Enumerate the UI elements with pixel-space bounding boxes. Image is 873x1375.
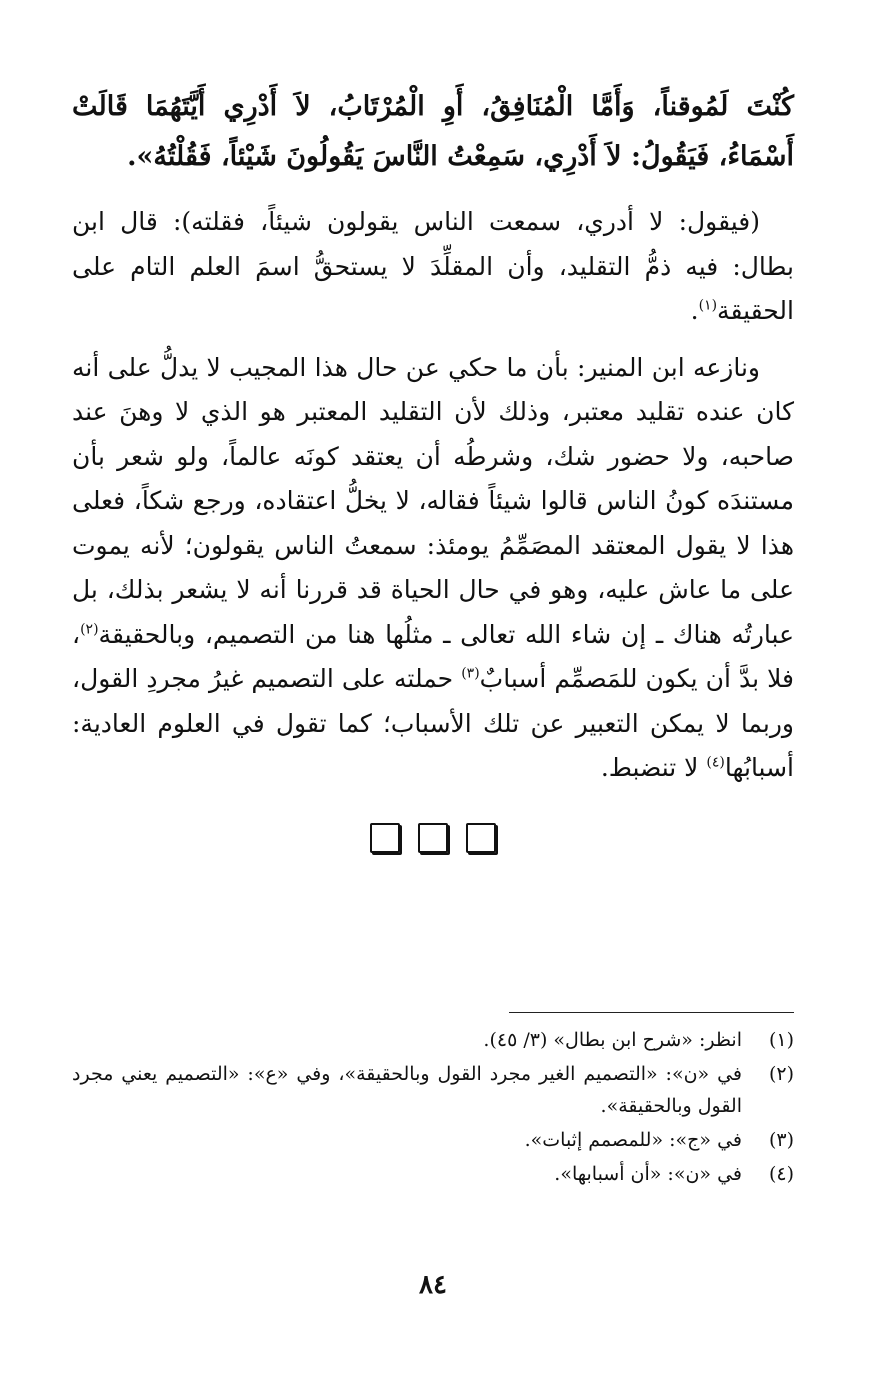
commentary-text: ، فلا بدَّ أن يكون للمَصمِّم أسبابٌ xyxy=(72,619,794,693)
footnote-item xyxy=(72,1158,794,1190)
footnote-ref-3[interactable]: (٣) xyxy=(461,665,480,682)
footnote-item xyxy=(72,1024,794,1056)
footnote-text: في «ج»: «للمصمم إثبات». xyxy=(524,1129,742,1151)
footnote-item xyxy=(72,1058,794,1122)
commentary-text: (فيقول: لا أدري، سمعت الناس يقولون شيئاً، فقلته): قال ابن بطال: فيه ذمُّ التقليد، وأن المقلِّدَ لا يستحقُّ اسمَ العلم التام على الحقيقة xyxy=(72,207,794,325)
footnote-item xyxy=(72,1124,794,1156)
book-page xyxy=(72,82,794,1352)
commentary-text: . xyxy=(690,296,699,325)
footnote-text: في «ن»: «أن أسبابها». xyxy=(554,1163,742,1185)
commentary-paragraph-2 xyxy=(72,346,794,791)
footnote-ref-2[interactable]: (٢) xyxy=(80,621,99,638)
page-number: ٨٤ xyxy=(419,1270,447,1300)
separator-square-icon xyxy=(466,823,496,853)
footnote-ref-4[interactable]: (٤) xyxy=(706,754,725,771)
footnote-number: (٤) xyxy=(768,1163,794,1185)
footnote-text: في «ن»: «التصميم الغير مجرد القول وبالحقيقة»، وفي «ع»: «التصميم يعني مجرد القول وبالحقيقة». xyxy=(72,1063,742,1117)
separator-square-icon xyxy=(370,823,400,853)
footnote-ref-1[interactable]: (١) xyxy=(698,297,718,314)
footnote-divider xyxy=(509,1012,794,1013)
commentary-paragraph-1 xyxy=(72,200,794,334)
commentary-text: حملته على التصميم غيرُ مجردِ القول، وربما لا يمكن التعبير عن تلك الأسباب؛ كما تقول في العلوم العادية: أسبابُها xyxy=(72,664,794,782)
footnote-text: انظر: «شرح ابن بطال» (٣/ ٤٥). xyxy=(483,1029,742,1051)
section-separator xyxy=(72,823,794,857)
footnotes xyxy=(72,1024,794,1192)
footnote-number: (٢) xyxy=(768,1063,794,1085)
separator-square-icon xyxy=(418,823,448,853)
hadith-text: كُنْتَ لَمُوقناً، وَأَمَّا الْمُنَافِقُ، أَوِ الْمُرْتَابُ، لاَ أَدْرِي أَيَّتَهُمَا قَالَتْ أَسْمَاءُ، فَيَقُولُ: لاَ أَدْرِي، سَمِعْتُ النَّاسَ يَقُولُونَ شَيْئاً، فَقُلْتُهُ». xyxy=(72,91,794,172)
footnote-number: (٣) xyxy=(768,1129,794,1151)
commentary-text: لا تنضبط. xyxy=(600,753,707,782)
commentary-text: ونازعه ابن المنير: بأن ما حكي عن حال هذا المجيب لا يدلُّ على أنه كان عنده تقليد معتبر، وذلك لأن التقليد المعتبر هو الذي لا وهنَ عند صاحبه، ولا حضور شك، وشرطُه أن يعتقد كونَه عالماً، ولو شعر بأن مستندَه كونُ الناس قالوا شيئاً فقاله، لا يخلُّ اعتقاده، ورجع شكاً، فعلى هذا لا يقول المعتقد المصَمِّمُ يومئذ: سمعتُ الناس يقولون؛ لأنه يموت على ما عاش عليه، وهو في حال الحياة قد قررنا أنه لا يشعر بذلك، بل عبارتُه هناك ـ إن شاء الله تعالى ـ مثلُها هنا من التصميم، وبالحقيقة xyxy=(72,352,794,649)
footnote-number: (١) xyxy=(768,1029,794,1051)
